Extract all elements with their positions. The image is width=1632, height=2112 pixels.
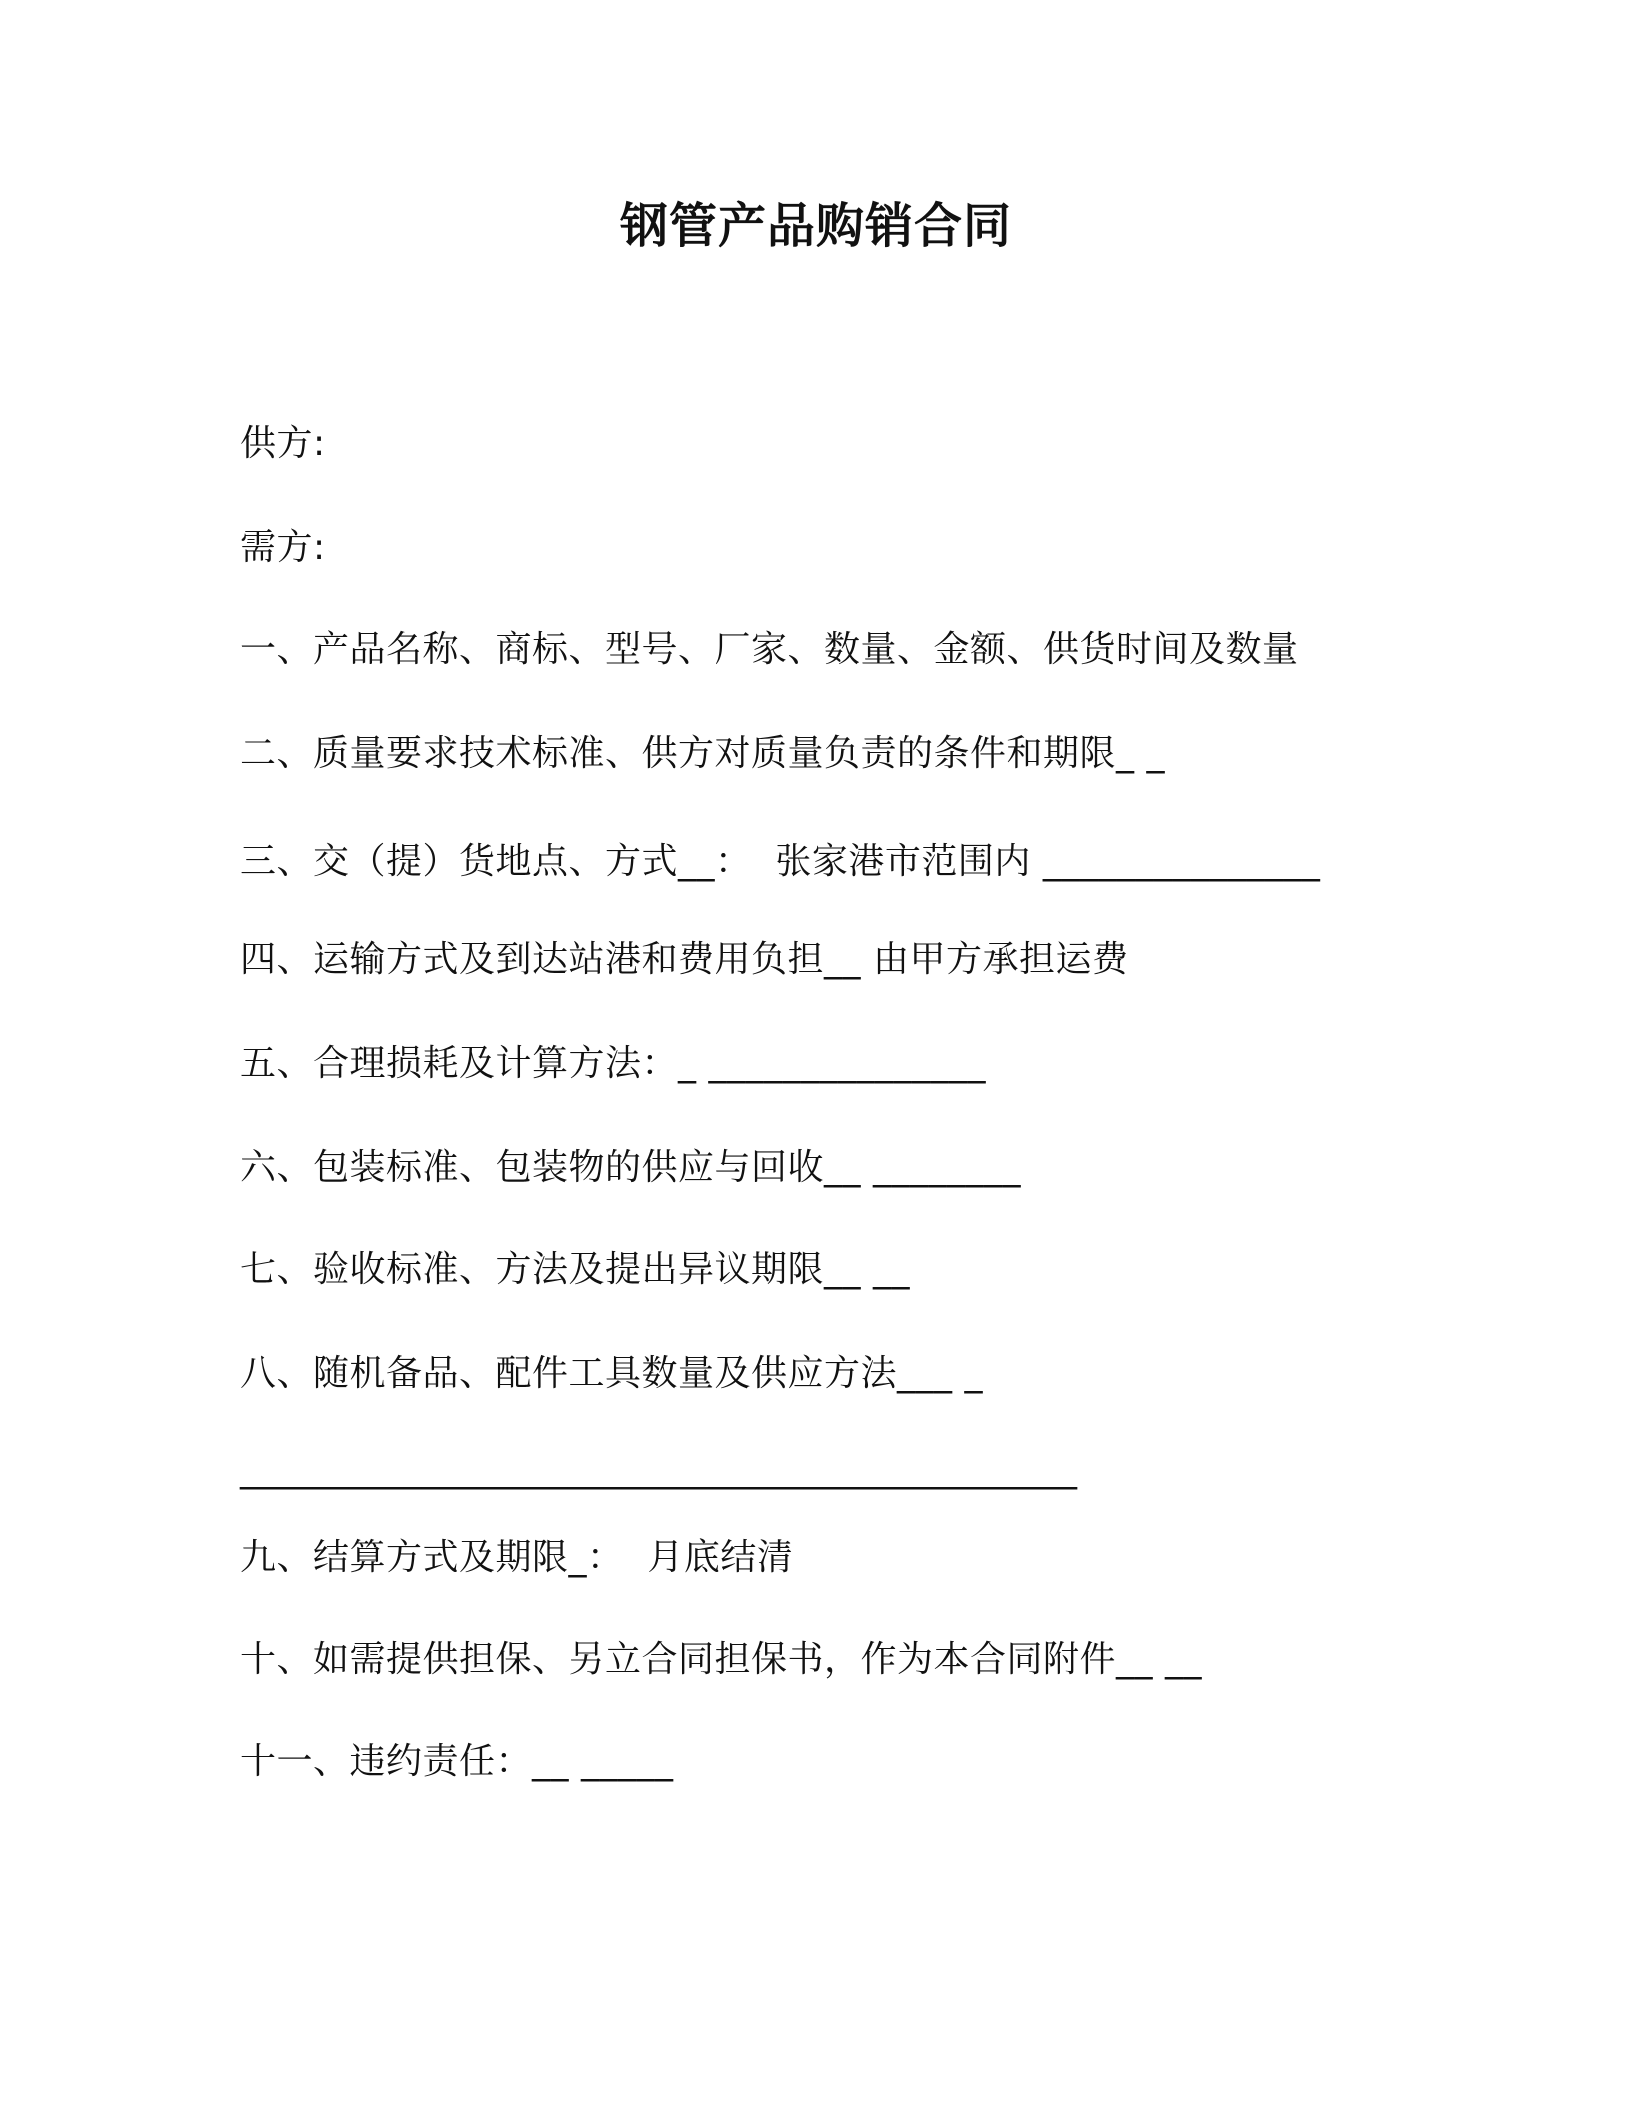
clause-10: 十、如需提供担保、另立合同担保书，作为本合同附件__ __ bbox=[240, 1639, 1202, 1680]
document-title: 钢管产品购销合同 bbox=[619, 198, 1012, 254]
clause-5: 五、合理损耗及计算方法：_ _______________ bbox=[240, 1043, 986, 1084]
clause-1: 一、产品名称、商标、型号、厂家、数量、金额、供货时间及数量 bbox=[240, 629, 1299, 670]
blank-underline-line: ______________________________________________ bbox=[240, 1449, 1078, 1490]
clause-7: 七、验收标准、方法及提出异议期限__ __ bbox=[240, 1249, 910, 1290]
clause-11: 十一、违约责任：__ _____ bbox=[240, 1741, 674, 1782]
clause-9: 九、结算方式及期限_： 月底结清 bbox=[240, 1537, 794, 1578]
clause-4: 四、运输方式及到达站港和费用负担__ 由甲方承担运费 bbox=[240, 939, 1129, 980]
clause-6: 六、包装标准、包装物的供应与回收__ ________ bbox=[240, 1147, 1021, 1188]
clause-8: 八、随机备品、配件工具数量及供应方法___ _ bbox=[240, 1353, 983, 1394]
clause-2: 二、质量要求技术标准、供方对质量负责的条件和期限_ _ bbox=[240, 733, 1165, 774]
supplier-line: 供方: bbox=[240, 423, 326, 464]
buyer-line: 需方: bbox=[240, 527, 326, 568]
clause-3: 三、交（提）货地点、方式__： 张家港市范围内 _______________ bbox=[240, 841, 1321, 882]
